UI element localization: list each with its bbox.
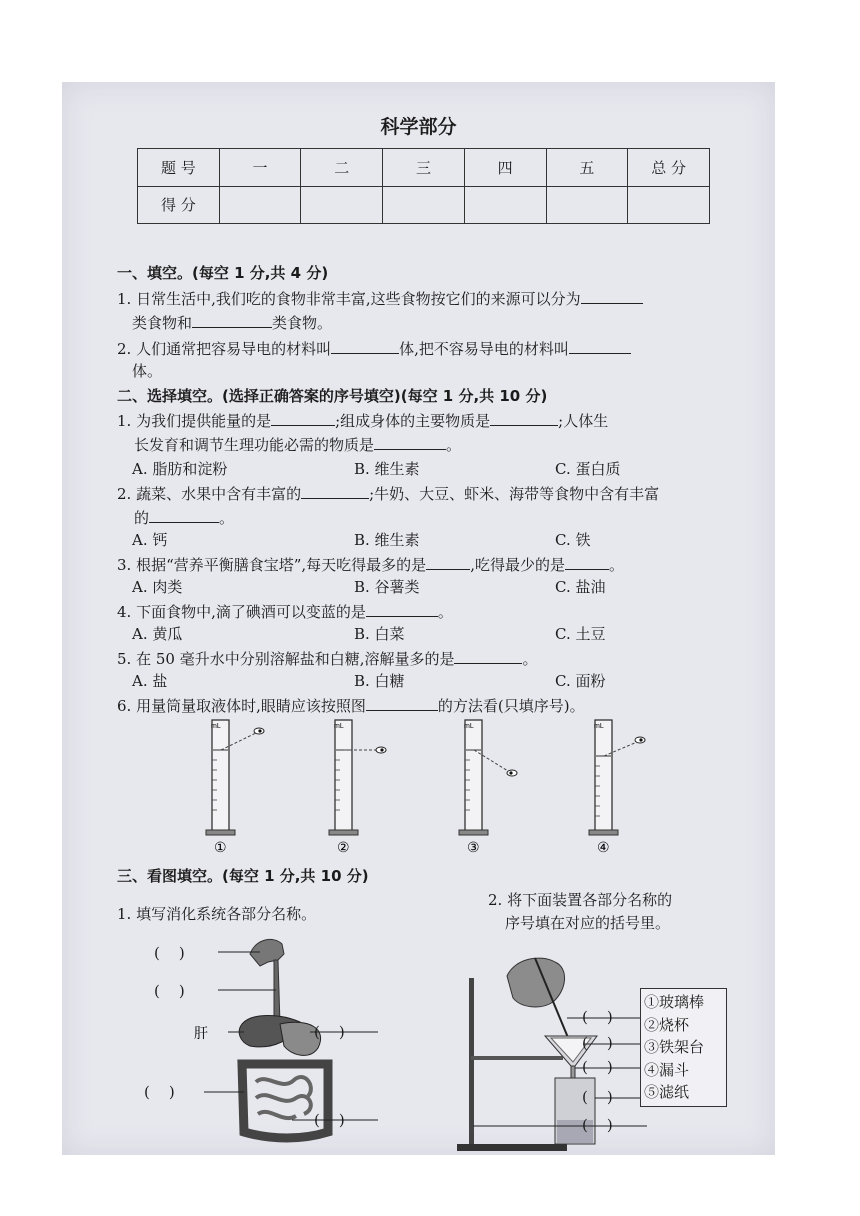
apparatus-answer-4[interactable]: ( )	[582, 1088, 613, 1106]
answer-blank[interactable]	[301, 483, 369, 499]
digestive-answer-esophagus[interactable]: ( )	[154, 982, 185, 1000]
sec2-q1-text-b: ;组成身体的主要物质是	[335, 412, 491, 430]
answer-blank[interactable]	[374, 434, 446, 450]
sec1-q2-text-b: 体,把不容易导电的材料叫	[399, 340, 569, 358]
score-cell-one: 一	[219, 149, 301, 187]
sec3-q2-prompt-line2: 序号填在对应的括号里。	[505, 914, 671, 932]
small-intestine-organ	[256, 1077, 311, 1118]
cylinder-label-1: ①	[214, 840, 227, 856]
answer-blank[interactable]	[569, 338, 631, 354]
cylinder-unit-2: mL	[334, 723, 344, 730]
apparatus-legend	[640, 988, 727, 1107]
answer-blank[interactable]	[581, 288, 643, 304]
sec2-q4-text-b: 。	[437, 603, 453, 621]
graduated-cylinders-figure	[182, 716, 652, 856]
sec2-q3-text-a: 3. 根据“营养平衡膳食宝塔”,每天吃得最多的是	[117, 556, 427, 574]
score-input-three[interactable]	[383, 186, 465, 224]
sec2-q4-option-c[interactable]: C. 土豆	[555, 625, 606, 643]
sec2-q1-text-a: 1. 为我们提供能量的是	[117, 412, 272, 430]
legend-item-iron-stand: ③铁架台	[644, 1038, 705, 1056]
sec2-q4-line	[117, 601, 453, 623]
page-title: 科学部分	[380, 116, 457, 138]
apparatus-answer-3[interactable]: ( )	[582, 1058, 613, 1076]
sec1-q1-text-c: 类食物。	[272, 314, 333, 332]
score-input-two[interactable]	[301, 186, 383, 224]
answer-blank[interactable]	[565, 554, 609, 570]
sec2-q4-option-b[interactable]: B. 白菜	[354, 625, 405, 643]
score-cell-five: 五	[546, 149, 628, 187]
apparatus-answer-5[interactable]: ( )	[582, 1116, 613, 1134]
sec3-q1-prompt: 1. 填写消化系统各部分名称。	[117, 905, 317, 923]
cylinder-label-2: ②	[337, 840, 350, 856]
sec2-q1-text-c: ;人体生	[558, 412, 609, 430]
cylinder-label-4: ④	[597, 840, 610, 856]
legend-item-beaker: ②烧杯	[644, 1015, 690, 1034]
answer-blank[interactable]	[149, 507, 219, 523]
sec2-q1-line2	[134, 434, 461, 456]
digestive-answer-stomach[interactable]: ( )	[314, 1023, 345, 1041]
digestive-answer-mouth[interactable]: ( )	[154, 944, 185, 962]
sec2-q2-text-a: 2. 蔬菜、水果中含有丰富的	[117, 485, 302, 503]
answer-blank[interactable]	[366, 695, 438, 711]
sec2-q2-text-d: 。	[219, 509, 235, 527]
sec2-q5-text-a: 5. 在 50 毫升水中分别溶解盐和白糖,溶解量多的是	[117, 650, 455, 668]
score-table	[137, 148, 710, 224]
legend-item-filter-paper: ⑤滤纸	[644, 1083, 690, 1101]
sec2-q2-text-c: 的	[134, 509, 150, 527]
sec2-q4-option-a[interactable]: A. 黄瓜	[132, 625, 183, 643]
score-cell-total: 总 分	[628, 149, 710, 187]
sec2-q2-option-b[interactable]: B. 维生素	[354, 531, 420, 549]
answer-blank[interactable]	[331, 338, 399, 354]
answer-blank[interactable]	[490, 410, 558, 426]
hand-figure	[507, 958, 565, 1007]
answer-blank[interactable]	[366, 601, 438, 617]
sec2-q3-text-c: 。	[608, 556, 624, 574]
score-table-header-row	[138, 149, 710, 187]
legend-item-funnel: ④漏斗	[644, 1060, 690, 1079]
sec2-q3-text-b: ,吃得最少的是	[470, 556, 565, 574]
cylinder-label-3: ③	[467, 840, 480, 856]
sec2-q2-line2	[134, 507, 234, 529]
score-input-one[interactable]	[219, 186, 301, 224]
score-cell-four: 四	[464, 149, 546, 187]
sec2-q3-option-b[interactable]: B. 谷薯类	[354, 578, 420, 596]
sec2-q5-line	[117, 648, 538, 670]
sec2-q2-text-b: ;牛奶、大豆、虾米、海带等食物中含有丰富	[369, 485, 660, 503]
sec2-q1-line1	[117, 410, 608, 432]
liver-label: 肝	[194, 1026, 208, 1042]
sec2-q1-option-b[interactable]: B. 维生素	[354, 460, 420, 478]
sec2-q6-line	[117, 695, 585, 717]
graduated-cylinder-2	[329, 720, 386, 835]
sec2-q6-text-b: 的方法看(只填序号)。	[437, 697, 585, 715]
graduated-cylinder-4	[589, 720, 645, 835]
apparatus-answer-1[interactable]: ( )	[582, 1008, 613, 1026]
score-cell-two: 二	[301, 149, 383, 187]
sec2-q5-option-a[interactable]: A. 盐	[132, 672, 168, 690]
sec2-q3-line	[117, 554, 624, 576]
sec2-q5-option-b[interactable]: B. 白糖	[354, 672, 405, 690]
sec2-q5-option-c[interactable]: C. 面粉	[555, 672, 606, 690]
sec1-q2-line2: 体。	[132, 362, 163, 380]
sec3-q2-prompt-line1: 2. 将下面装置各部分名称的	[488, 891, 673, 909]
apparatus-answer-2[interactable]: ( )	[582, 1034, 613, 1052]
sec2-q2-line1	[117, 483, 659, 505]
sec1-q2-line1	[117, 338, 631, 360]
sec2-q2-option-a[interactable]: A. 钙	[132, 531, 168, 549]
score-row-label: 得 分	[138, 186, 220, 224]
answer-blank[interactable]	[426, 554, 470, 570]
iron-stand-part	[469, 978, 474, 1146]
cylinder-unit-4: mL	[594, 723, 604, 730]
sec2-q2-option-c[interactable]: C. 铁	[555, 531, 591, 549]
answer-blank[interactable]	[271, 410, 335, 426]
sec2-q3-option-a[interactable]: A. 肉类	[132, 578, 183, 596]
score-table-score-row	[138, 186, 710, 224]
cylinder-unit-1: mL	[211, 723, 221, 730]
section-1-heading: 一、填空。(每空 1 分,共 4 分)	[117, 264, 329, 282]
answer-blank[interactable]	[454, 648, 522, 664]
sec2-q4-text-a: 4. 下面食物中,滴了碘酒可以变蓝的是	[117, 603, 366, 621]
sec1-q1-text-b: 类食物和	[132, 314, 193, 332]
esophagus-organ	[274, 960, 280, 1024]
sec2-q3-option-c[interactable]: C. 盐油	[555, 578, 606, 596]
digestive-answer-small-intestine[interactable]: ( )	[314, 1111, 345, 1129]
cylinder-unit-3: mL	[464, 723, 474, 730]
digestive-answer-large-intestine[interactable]: ( )	[144, 1083, 175, 1101]
sec1-q1-line1	[117, 288, 643, 310]
sec2-q1-text-d: 长发育和调节生理功能必需的物质是	[134, 436, 375, 454]
score-input-four[interactable]	[464, 186, 546, 224]
sec2-q1-text-e: 。	[446, 436, 462, 454]
sec1-q1-line2	[132, 312, 332, 334]
score-input-total[interactable]	[628, 186, 710, 224]
sec2-q1-option-a[interactable]: A. 脂肪和淀粉	[132, 460, 228, 478]
sec2-q5-text-b: 。	[522, 650, 538, 668]
score-input-five[interactable]	[546, 186, 628, 224]
score-cell-three: 三	[383, 149, 465, 187]
section-3-heading: 三、看图填空。(每空 1 分,共 10 分)	[117, 867, 369, 885]
graduated-cylinder-1	[206, 720, 264, 835]
answer-blank[interactable]	[192, 312, 272, 328]
sec2-q1-option-c[interactable]: C. 蛋白质	[555, 460, 621, 478]
sec1-q1-text-a: 1. 日常生活中,我们吃的食物非常丰富,这些食物按它们的来源可以分为	[117, 290, 581, 308]
digestive-system-diagram	[132, 932, 392, 1154]
legend-item-glass-rod: ①玻璃棒	[644, 993, 705, 1011]
graduated-cylinder-3	[459, 720, 517, 835]
exam-paper	[62, 82, 775, 1155]
sec2-q6-text-a: 6. 用量筒量取液体时,眼睛应该按照图	[117, 697, 366, 715]
filtration-apparatus-diagram	[457, 948, 647, 1154]
score-cell-label: 题 号	[138, 149, 220, 187]
mouth-organ	[250, 939, 284, 966]
section-2-heading: 二、选择填空。(选择正确答案的序号填空)(每空 1 分,共 10 分)	[117, 387, 548, 405]
sec1-q2-text-a: 2. 人们通常把容易导电的材料叫	[117, 340, 332, 358]
